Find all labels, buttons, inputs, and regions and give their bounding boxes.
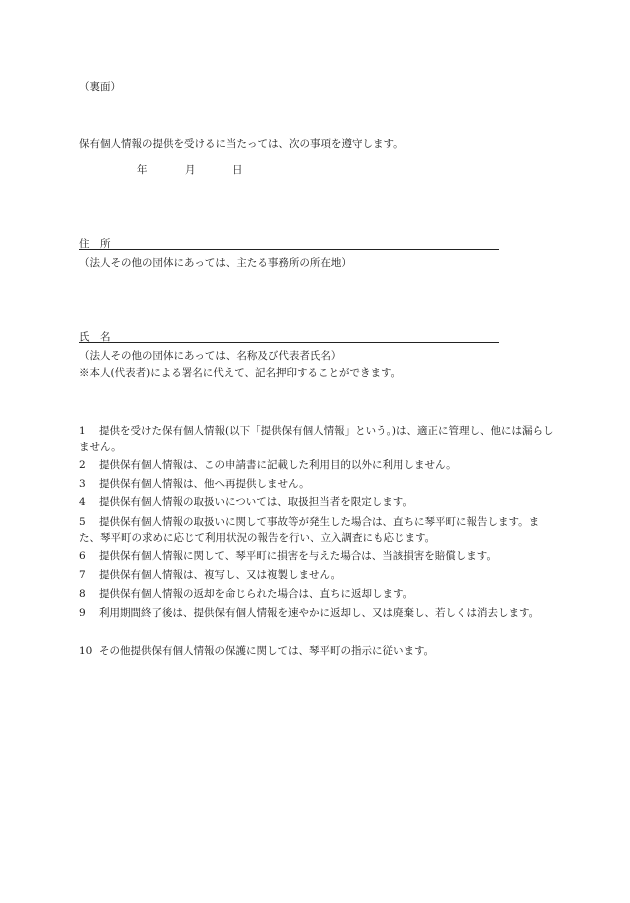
list-item: 7 提供保有個人情報は、複写し、又は複製しません。 [79, 569, 342, 581]
list-item: 2 提供保有個人情報は、この申請書に記載した利用目的以外に利用しません。 [79, 459, 457, 471]
intro-text: 保有個人情報の提供を受けるに当たっては、次の事項を遵守します。 [79, 138, 404, 150]
list-item: 4 提供保有個人情報の取扱いについては、取扱担当者を限定します。 [79, 496, 413, 508]
list-item: 5 提供保有個人情報の取扱いに関して事故等が発生した場合は、直ちに琴平町に報告します。また、琴平町の求めに応じて利用状況の報告を行い、立入調査にも応じます。 [79, 516, 540, 544]
date-day-label: 日 [232, 164, 243, 176]
address-note: （法人その他の団体にあっては、主たる事務所の所在地） [79, 257, 352, 269]
reverse-side-label: （裏面） [79, 81, 121, 93]
seal-remark: ※本人(代表者)による署名に代えて、記名押印することができます。 [79, 367, 402, 379]
date-year-label: 年 [137, 164, 148, 176]
list-item: 3 提供保有個人情報は、他へ再提供しません。 [79, 478, 310, 490]
name-line [79, 342, 499, 343]
list-item: 9 利用期間終了後は、提供保有個人情報を速やかに返却し、又は廃棄し、若しくは消去します。 [79, 607, 540, 619]
list-item: 1 提供を受けた保有個人情報(以下「提供保有個人情報」という。)は、適正に管理し、他には漏らしません。 [79, 425, 554, 453]
list-item: 8 提供保有個人情報の返却を命じられた場合は、直ちに返却します。 [79, 588, 414, 600]
date-month-label: 月 [185, 164, 196, 176]
name-label: 氏 名 [79, 331, 111, 343]
name-note: （法人その他の団体にあっては、名称及び代表者氏名） [79, 350, 342, 362]
list-item: 6 提供保有個人情報に関して、琴平町に損害を与えた場合は、当該損害を賠償します。 [79, 550, 497, 562]
list-item: 10 その他提供保有個人情報の保護に関しては、琴平町の指示に従います。 [79, 645, 435, 657]
address-line [79, 249, 499, 250]
address-label: 住 所 [79, 238, 111, 250]
